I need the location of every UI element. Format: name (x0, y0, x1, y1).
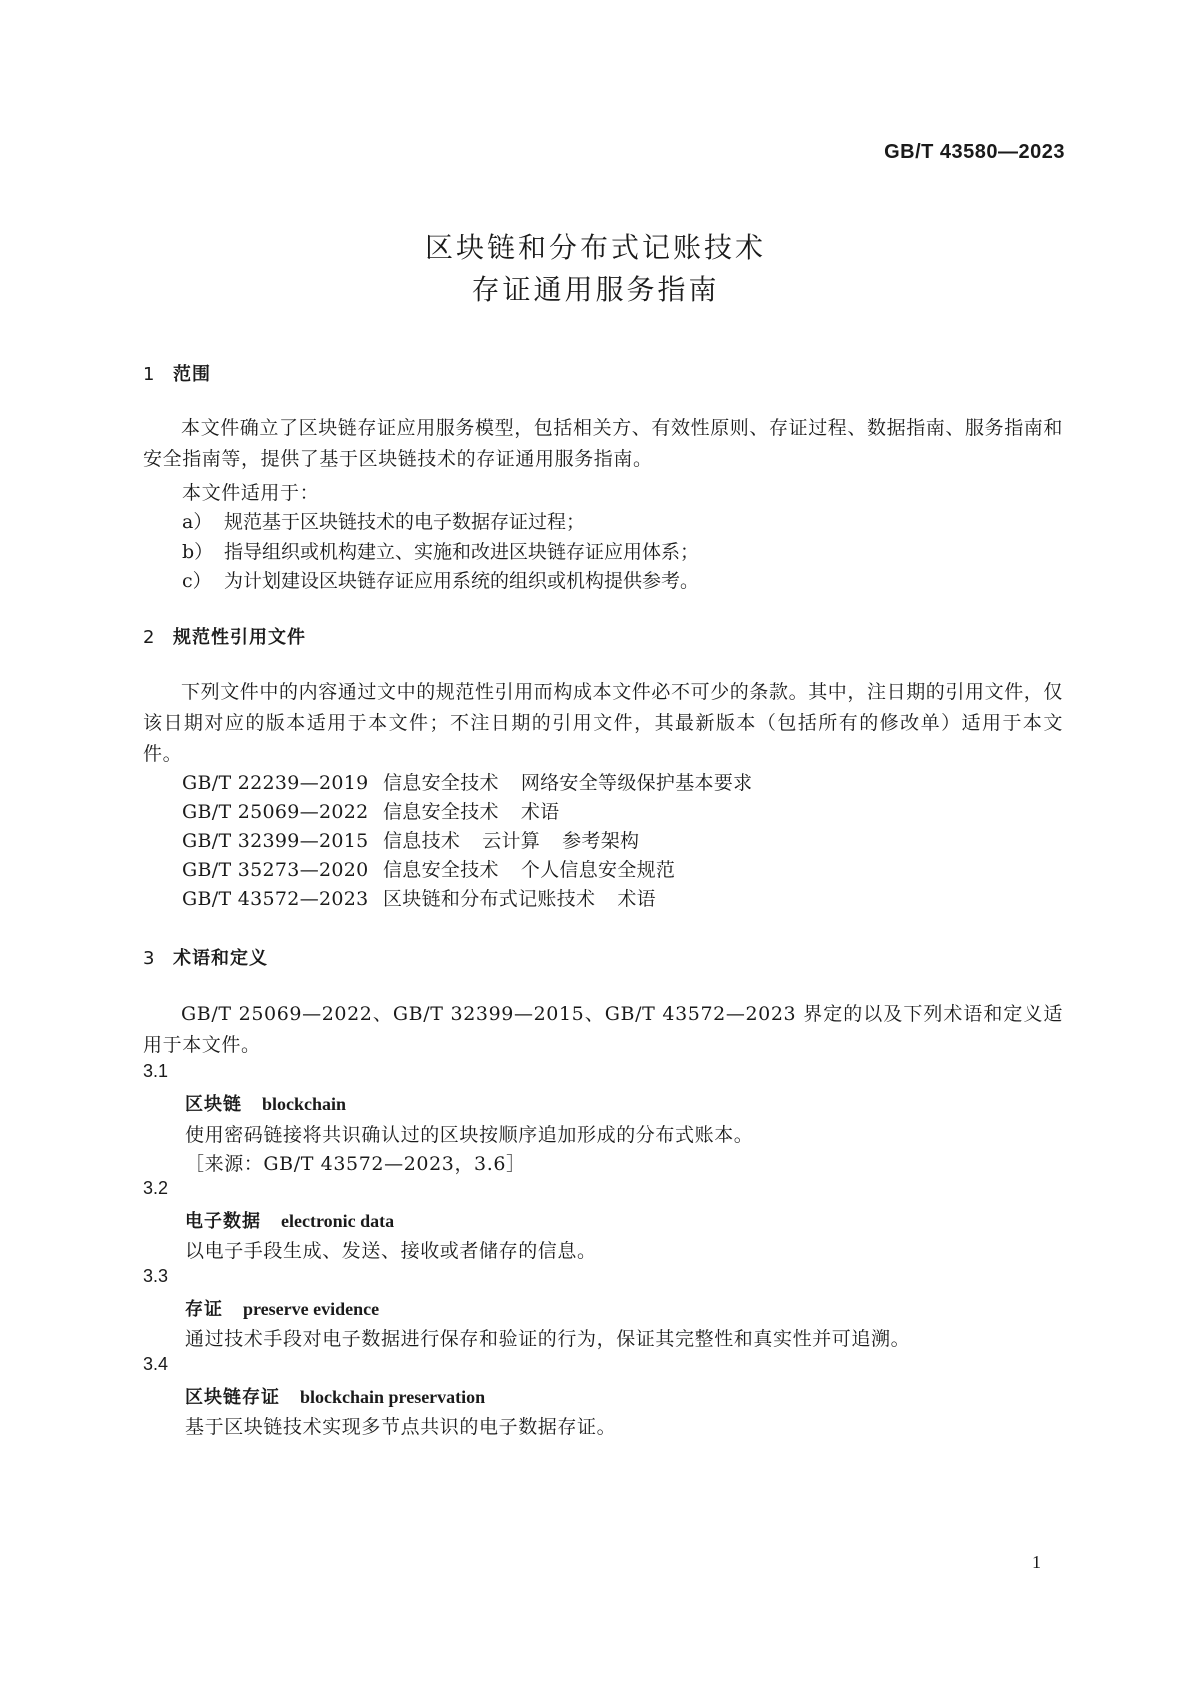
section-2-heading (143, 623, 306, 649)
term-english: preserve evidence (243, 1299, 380, 1319)
reference-item (182, 768, 752, 795)
list-text: 为计划建设区块链存证应用系统的组织或机构提供参考。 (224, 570, 700, 592)
reference-item (182, 797, 559, 824)
term-entry (185, 1383, 485, 1409)
section-1-paragraph: 本文件确立了区块链存证应用服务模型，包括相关方、有效性原则、存证过程、数据指南、服务指南和安全指南等，提供了基于区块链技术的存证通用服务指南。 (143, 417, 1064, 470)
list-marker: a） (182, 511, 213, 533)
list-marker: c） (182, 570, 212, 592)
section-2-paragraph: 下列文件中的内容通过文中的规范性引用而构成本文件必不可少的条款。其中，注日期的引用文件，仅该日期对应的版本适用于本文件；不注日期的引用文件，其最新版本（包括所有的修改单）适用于本文件。 (143, 681, 1064, 765)
reference-title: 信息安全技术 (383, 772, 499, 794)
term-number: 3.2 (143, 1178, 169, 1198)
reference-subtitle: 术语 (617, 888, 656, 910)
reference-title: 信息技术 (383, 830, 461, 852)
reference-item (182, 826, 639, 853)
section-title: 范围 (173, 364, 211, 385)
term-number: 3.4 (143, 1354, 169, 1374)
reference-title: 信息安全技术 (383, 859, 499, 881)
reference-subtitle: 术语 (520, 801, 560, 823)
term-entry (185, 1090, 346, 1116)
term-definition: 通过技术手段对电子数据进行保存和验证的行为，保证其完整性和真实性并可追溯。 (185, 1328, 911, 1350)
section-3-paragraph: GB/T 25069—2022、GB/T 32399—2015、GB/T 43572—2023 界定的以及下列术语和定义适用于本文件。 (143, 1003, 1063, 1056)
reference-code: GB/T 25069—2022 (182, 801, 369, 823)
reference-subtitle: 网络安全等级保护基本要求 (520, 772, 753, 794)
term-number: 3.3 (143, 1266, 169, 1286)
reference-code: GB/T 43572—2023 (182, 888, 369, 910)
reference-code: GB/T 35273—2020 (182, 859, 369, 881)
reference-item (182, 884, 656, 911)
section-1-heading (143, 360, 211, 386)
section-number: 2 (143, 627, 156, 648)
reference-code: GB/T 22239—2019 (182, 772, 369, 794)
list-marker: b） (182, 541, 214, 563)
list-item (182, 537, 699, 564)
reference-subtitle: 个人信息安全规范 (520, 859, 676, 881)
term-source: ［来源：GB/T 43572—2023，3.6］ (185, 1153, 526, 1175)
term-definition: 以电子手段生成、发送、接收或者储存的信息。 (185, 1240, 597, 1262)
term-definition: 使用密码链接将共识确认过的区块按顺序追加形成的分布式账本。 (185, 1124, 754, 1146)
term-number: 3.1 (143, 1061, 169, 1081)
term-chinese: 区块链存证 (185, 1387, 280, 1408)
term-chinese: 电子数据 (185, 1211, 261, 1232)
document-title-line2: 存证通用服务指南 (471, 273, 720, 306)
section-title: 规范性引用文件 (173, 627, 306, 648)
section-number: 1 (143, 364, 156, 385)
reference-subtitle: 云计算 (482, 830, 541, 852)
list-item (182, 566, 699, 593)
section-1-applicability: 本文件适用于： (182, 482, 320, 504)
term-definition: 基于区块链技术实现多节点共识的电子数据存证。 (185, 1416, 617, 1438)
reference-title: 信息安全技术 (383, 801, 499, 823)
term-chinese: 存证 (185, 1299, 223, 1320)
section-3-heading (143, 944, 268, 970)
reference-item (182, 855, 675, 882)
page-number: 1 (1032, 1552, 1041, 1572)
list-item (182, 507, 585, 534)
list-text: 规范基于区块链技术的电子数据存证过程； (224, 511, 586, 533)
term-english: blockchain (262, 1094, 347, 1114)
section-title: 术语和定义 (173, 948, 268, 969)
section-number: 3 (143, 948, 156, 969)
reference-extra: 参考架构 (562, 830, 640, 852)
term-chinese: 区块链 (185, 1094, 242, 1115)
reference-title: 区块链和分布式记账技术 (383, 888, 596, 910)
list-text: 指导组织或机构建立、实施和改进区块链存证应用体系； (224, 541, 700, 563)
term-entry (185, 1295, 379, 1321)
term-english: electronic data (281, 1211, 395, 1231)
document-title-line1: 区块链和分布式记账技术 (424, 231, 766, 264)
standard-number: GB/T 43580—2023 (884, 141, 1065, 163)
reference-code: GB/T 32399—2015 (182, 830, 369, 852)
term-english: blockchain preservation (300, 1387, 486, 1407)
term-entry (185, 1207, 394, 1233)
